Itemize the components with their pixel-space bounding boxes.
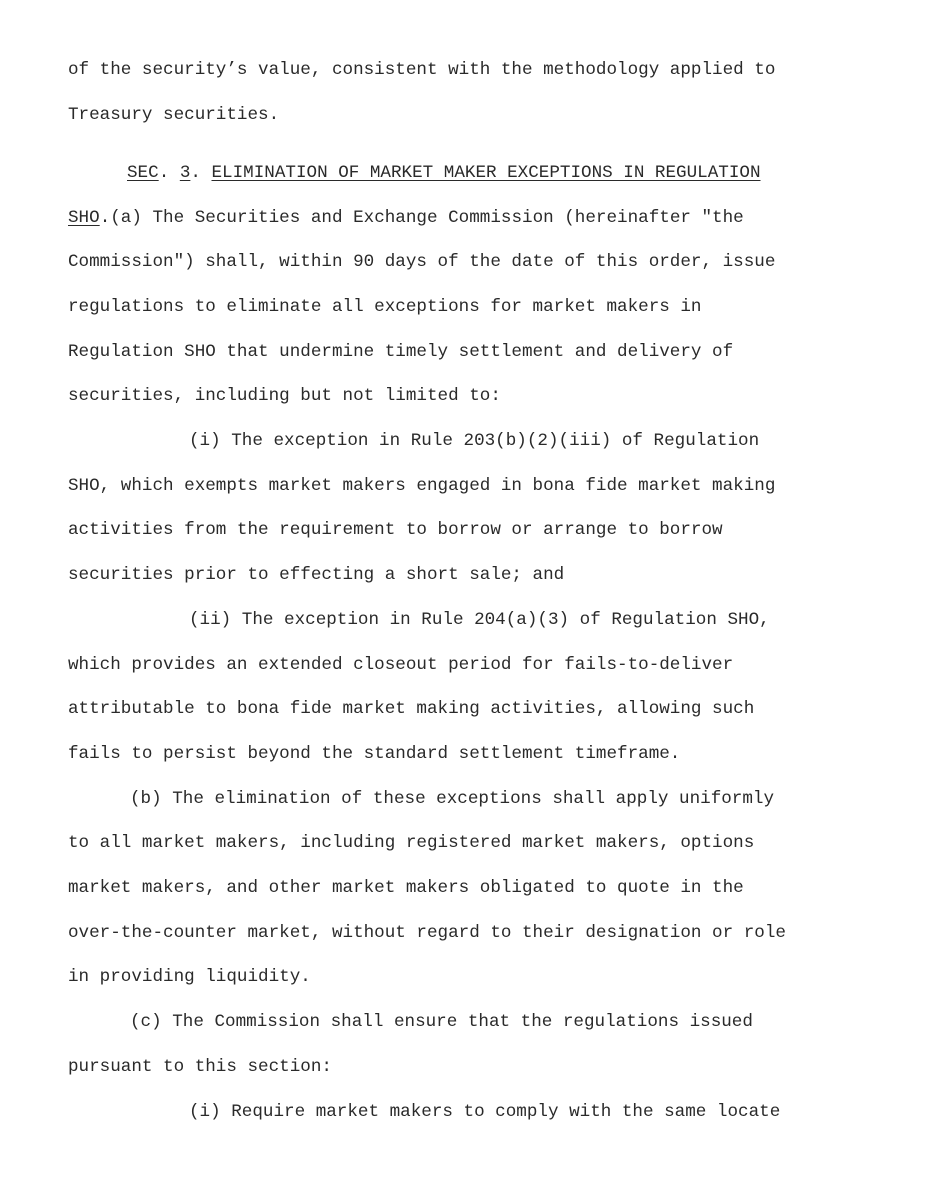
text-line: to all market makers, including registered market makers, options	[68, 833, 755, 853]
text-line: in providing liquidity.	[68, 967, 311, 987]
clause-i: (i) The exception in Rule 203(b)(2)(iii) of Regulation	[189, 431, 760, 451]
heading-separator: .	[190, 163, 212, 183]
subsection-a-start: .(a) The Securities and Exchange Commission (hereinafter "the	[99, 208, 744, 228]
text-line: SHO, which exempts market makers engaged in bona fide market making	[68, 476, 776, 496]
section-title: ELIMINATION OF MARKET MAKER EXCEPTIONS IN REGULATION	[211, 163, 761, 183]
section-label: SEC	[127, 163, 159, 183]
text-line: Treasury securities.	[68, 105, 280, 125]
text-line: Regulation SHO that undermine timely settlement and delivery of	[68, 342, 734, 362]
text-line: which provides an extended closeout period for fails-to-deliver	[68, 655, 734, 675]
text-line: over-the-counter market, without regard to their designation or role	[68, 923, 786, 943]
text-line: pursuant to this section:	[68, 1057, 332, 1077]
clause-c-i: (i) Require market makers to comply with the same locate	[189, 1102, 781, 1122]
subsection-c: (c) The Commission shall ensure that the regulations issued	[130, 1012, 753, 1032]
text-line: activities from the requirement to borrow or arrange to borrow	[68, 520, 723, 540]
section-heading	[127, 162, 761, 184]
text-line: Commission") shall, within 90 days of the date of this order, issue	[68, 252, 776, 272]
text-line: attributable to bona fide market making activities, allowing such	[68, 699, 755, 719]
text-line: fails to persist beyond the standard settlement timeframe.	[68, 744, 681, 764]
text-line: securities, including but not limited to:	[68, 386, 501, 406]
subsection-b: (b) The elimination of these exceptions shall apply uniformly	[130, 789, 775, 809]
text-line: securities prior to effecting a short sale; and	[68, 565, 565, 585]
text-line: of the security’s value, consistent with the methodology applied to	[68, 60, 776, 80]
text-line: market makers, and other market makers obligated to quote in the	[68, 878, 744, 898]
section-number: 3	[179, 163, 191, 183]
clause-ii: (ii) The exception in Rule 204(a)(3) of Regulation SHO,	[189, 610, 770, 630]
section-heading-continued	[68, 207, 744, 229]
section-title-end: SHO	[68, 208, 100, 228]
text-line: regulations to eliminate all exceptions for market makers in	[68, 297, 702, 317]
heading-separator: .	[158, 163, 180, 183]
